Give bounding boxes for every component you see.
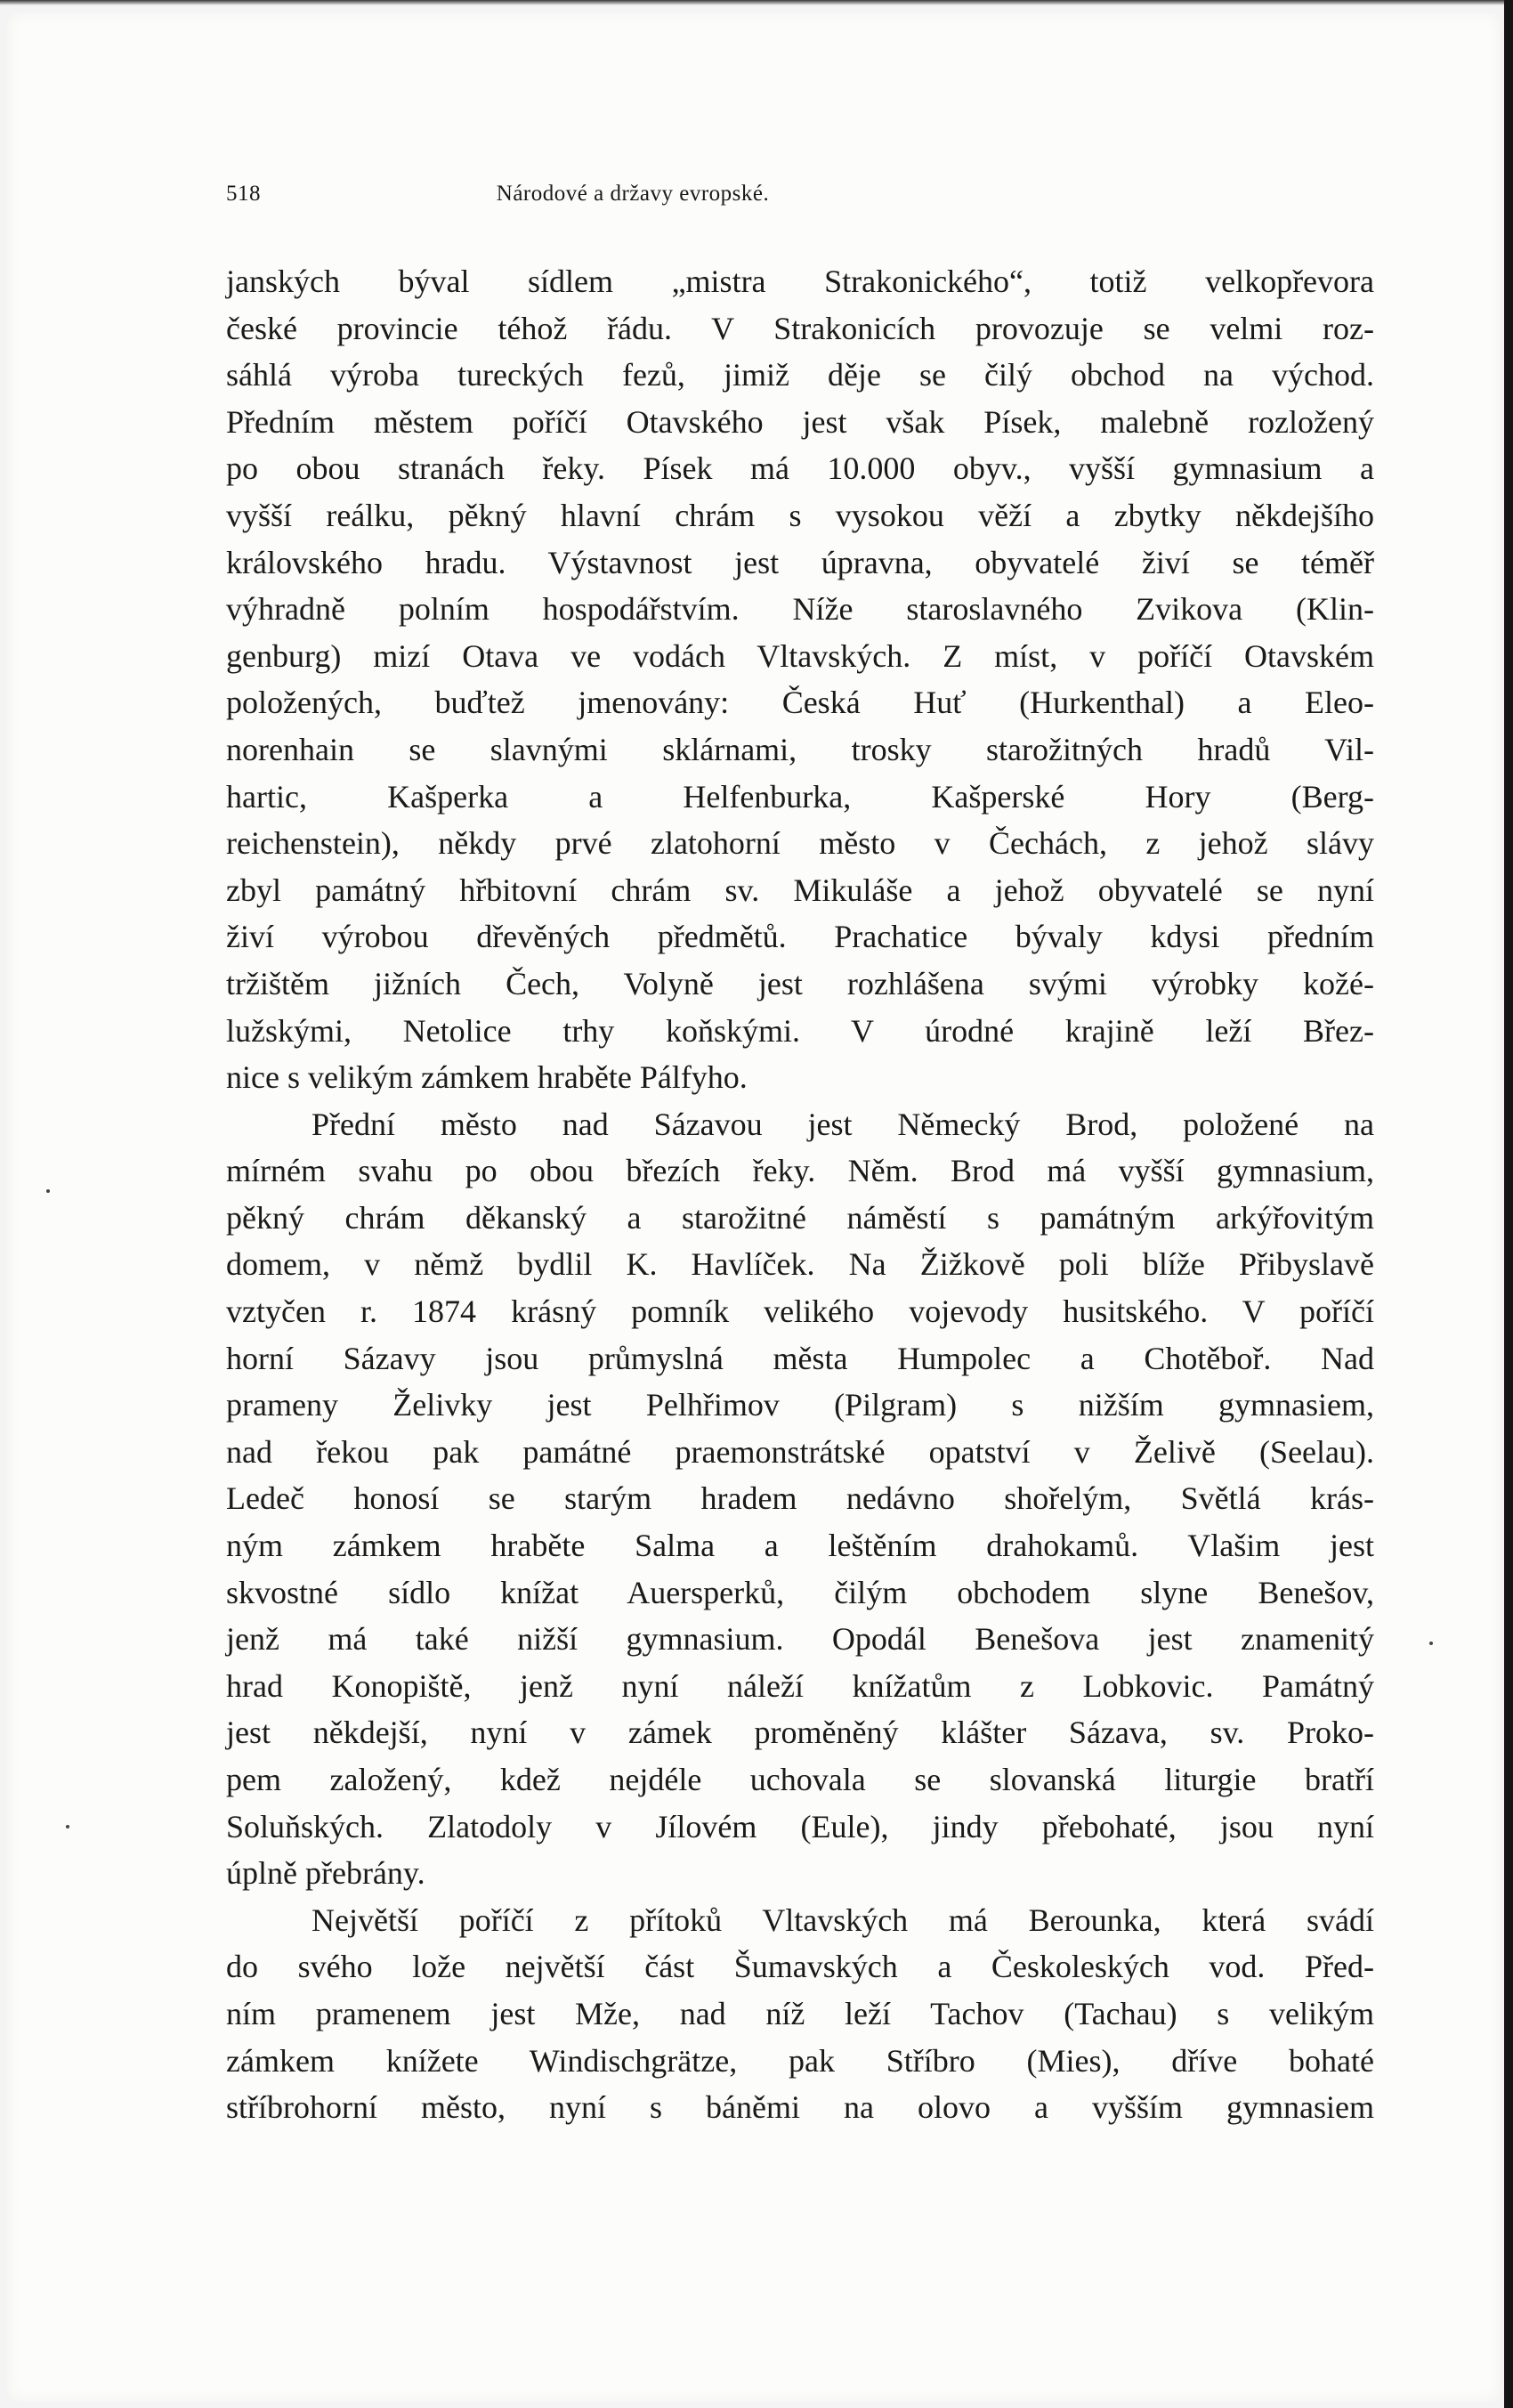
text-line: výhradně polním hospodářstvím. Níže staroslavného Zvikova (Klin-	[226, 591, 1374, 628]
text-line: sáhlá výroba tureckých fezů, jimiž děje se čilý obchod na východ.	[226, 357, 1374, 393]
paragraph-3	[226, 1897, 1374, 2131]
text-line: Soluňských. Zlatodoly v Jílovém (Eule), jindy přebohaté, jsou nyní	[226, 1808, 1374, 1845]
text-line: Přední město nad Sázavou jest Německý Brod, položené na	[312, 1106, 1374, 1142]
running-title: Národové a državy evropské.	[496, 182, 770, 206]
text-line: hartic, Kašperka a Helfenburka, Kašperské Hory (Berg-	[226, 778, 1374, 815]
text-line: nad řekou pak památné praemonstrátské opatství v Želivě (Seelau).	[226, 1433, 1374, 1470]
text-line: Ledeč honosí se starým hradem nedávno shořelým, Světlá krás-	[226, 1480, 1374, 1517]
text-line: jenž má také nižší gymnasium. Opodál Benešova jest znamenitý	[226, 1621, 1374, 1658]
scan-right-border	[1504, 0, 1513, 2408]
text-line: zbyl památný hřbitovní chrám sv. Mikuláše a jehož obyvatelé se nyní	[226, 872, 1374, 908]
running-header	[226, 182, 1004, 212]
text-line: norenhain se slavnými sklárnami, trosky starožitných hradů Vil-	[226, 731, 1374, 767]
text-line: vztyčen r. 1874 krásný pomník velikého vojevody husitského. V poříčí	[226, 1293, 1374, 1330]
text-line: horní Sázavy jsou průmyslná města Humpolec a Chotěboř. Nad	[226, 1340, 1374, 1376]
paragraph-1	[226, 258, 1374, 1101]
text-line: pěkný chrám děkanský a starožitné náměstí s památným arkýřovitým	[226, 1199, 1374, 1236]
text-line: živí výrobou dřevěných předmětů. Prachatice bývaly kdysi předním	[226, 919, 1374, 955]
text-line: tržištěm jižních Čech, Volyně jest rozhlášena svými výrobky kožé-	[226, 965, 1374, 1001]
text-line: do svého lože největší část Šumavských a Českoleských vod. Před-	[226, 1949, 1374, 1985]
text-line: položených, buďtež jmenovány: Česká Huť (Hurkenthal) a Eleo-	[226, 685, 1374, 721]
text-line: české provincie téhož řádu. V Strakonicích provozuje se velmi roz-	[226, 310, 1374, 346]
text-line: lužskými, Netolice trhy koňskými. V úrodné krajině leží Břez-	[226, 1012, 1374, 1049]
text-line: ným zámkem hraběte Salma a leštěním drahokamů. Vlašim jest	[226, 1528, 1374, 1564]
text-line: jest někdejší, nyní v zámek proměněný klášter Sázava, sv. Proko-	[226, 1715, 1374, 1751]
text-line: reichenstein), někdy prvé zlatohorní město v Čechách, z jehož slávy	[226, 825, 1374, 862]
body-text	[226, 258, 1374, 2145]
text-line: mírném svahu po obou březích řeky. Něm. Brod má vyšší gymnasium,	[226, 1153, 1374, 1189]
scan-speck	[1429, 1642, 1433, 1645]
scan-top-shadow	[0, 0, 1513, 5]
text-line: Předním městem poříčí Otavského jest však Písek, malebně rozložený	[226, 403, 1374, 440]
text-line: úplně přebrány.	[226, 1855, 425, 1892]
paragraph-2	[226, 1101, 1374, 1897]
text-line: královského hradu. Výstavnost jest úpravna, obyvatelé živí se téměř	[226, 544, 1374, 580]
text-line: po obou stranách řeky. Písek má 10.000 obyv., vyšší gymnasium a	[226, 450, 1374, 487]
scan-speck	[46, 1189, 50, 1193]
text-line: pem založený, kdež nejdéle uchovala se slovanská liturgie bratří	[226, 1762, 1374, 1797]
scan-speck	[66, 1825, 69, 1828]
text-line: domem, v němž bydlil K. Havlíček. Na Žižkově poli blíže Přibyslavě	[226, 1246, 1374, 1283]
text-line: zámkem knížete Windischgrätze, pak Stříbro (Mies), dříve bohaté	[226, 2042, 1374, 2079]
text-line: hrad Konopiště, jenž nyní náleží knížatům z Lobkovic. Památný	[226, 1667, 1374, 1704]
text-line: prameny Želivky jest Pelhřimov (Pilgram) s nižším gymnasiem,	[226, 1387, 1374, 1423]
text-line: stříbrohorní město, nyní s báněmi na olovo a vyšším gymnasiem	[226, 2089, 1374, 2126]
text-line: Největší poříčí z přítoků Vltavských má Berounka, která svádí	[312, 1901, 1374, 1938]
text-line: nice s velikým zámkem hraběte Pálfyho.	[226, 1059, 748, 1096]
text-line: skvostné sídlo knížat Auersperků, čilým obchodem slyne Benešov,	[226, 1574, 1374, 1610]
text-line: janských býval sídlem „mistra Strakonického“, totiž velkopřevora	[226, 264, 1374, 299]
text-line: vyšší reálku, pěkný hlavní chrám s vysokou věží a zbytky někdejšího	[226, 497, 1374, 533]
page-number: 518	[226, 182, 261, 206]
text-line: ním pramenem jest Mže, nad níž leží Tachov (Tachau) s velikým	[226, 1995, 1374, 2031]
text-line: genburg) mizí Otava ve vodách Vltavských. Z míst, v poříčí Otavském	[226, 637, 1374, 674]
